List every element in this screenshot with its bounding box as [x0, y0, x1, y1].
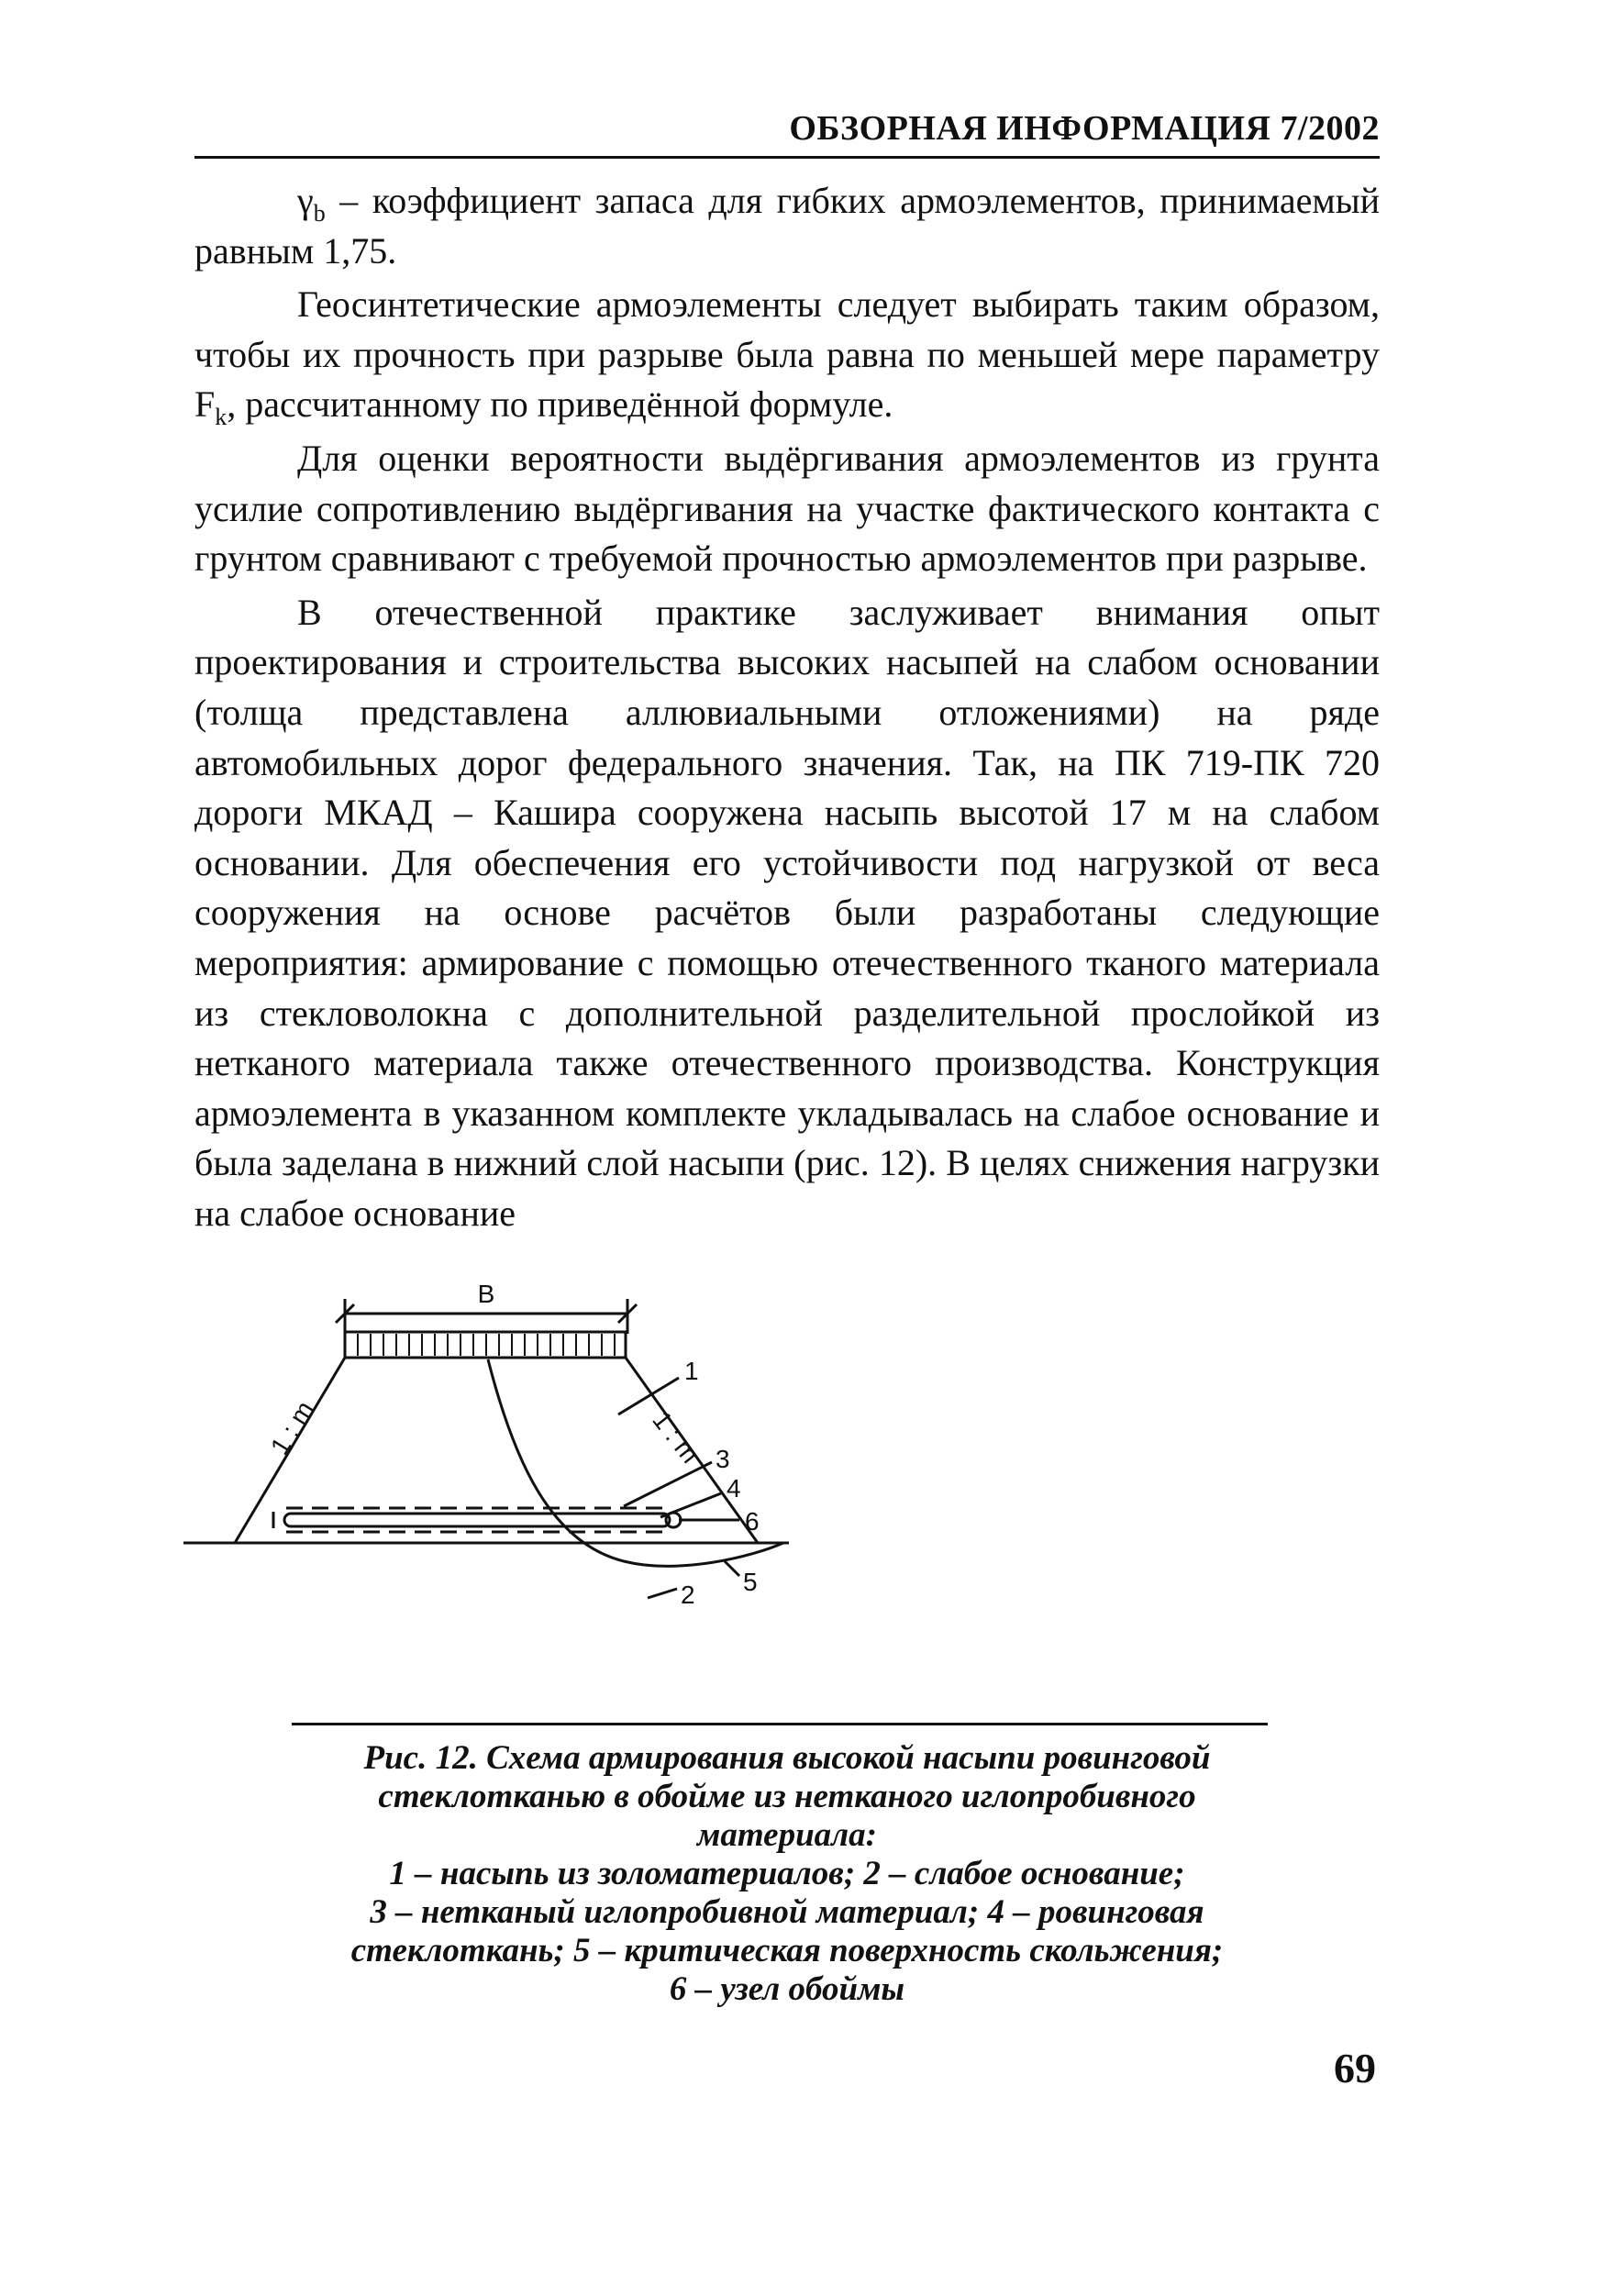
body-text — [194, 176, 1380, 1238]
paragraph-geosynthetic-start: Геосинтетические армоэлементы следует выбирать таким образом, чтобы их прочность при разрыве была равна по меньшей мере параметру F — [194, 283, 1380, 426]
gamma-subscript: b — [313, 200, 326, 227]
critical-slip-surface — [488, 1359, 783, 1566]
label-2: 2 — [681, 1581, 695, 1609]
running-header: ОБЗОРНАЯ ИНФОРМАЦИЯ 7/2002 — [789, 109, 1380, 148]
label-4: 4 — [727, 1474, 741, 1503]
page-number: 69 — [1334, 2045, 1376, 2091]
paragraph-geosynthetic-end: , рассчитанному по приведённой формуле. — [227, 383, 893, 426]
label-3: 3 — [716, 1445, 730, 1473]
leader-5 — [725, 1561, 739, 1576]
roving-glass-fabric — [284, 1514, 670, 1526]
paragraph-gamma — [194, 176, 1380, 276]
leader-2 — [648, 1589, 677, 1598]
label-1: 1 — [684, 1357, 699, 1385]
label-slope-left: 1 : m — [264, 1395, 320, 1460]
leader-3 — [624, 1462, 712, 1506]
label-width-b: B — [477, 1280, 495, 1308]
caption-line: стеклоткань; 5 – критическая поверхность скольжения; — [350, 1932, 1224, 1969]
paragraph-geosynthetic — [194, 280, 1380, 430]
label-6: 6 — [745, 1507, 760, 1536]
caption-rule — [292, 1723, 1268, 1725]
caption-line: 6 – узел обоймы — [669, 1970, 905, 2008]
fk-subscript: k — [215, 404, 227, 431]
caption-line: Рис. 12. Схема армирования высокой насыпи ровинговой — [363, 1739, 1211, 1777]
caption-line: материала: — [697, 1816, 877, 1854]
gamma-symbol: γ — [297, 180, 314, 221]
caption-line: 1 – насыпь из золоматериалов; 2 – слабое основание; — [389, 1855, 1185, 1892]
figure-12 — [264, 1277, 1284, 1680]
label-slope-right: 1 : m — [647, 1405, 705, 1469]
embankment-diagram — [264, 1277, 1284, 1680]
label-5: 5 — [743, 1568, 758, 1596]
paragraph-practice: В отечественной практике заслуживает внимания опыт проектирования и строительства высоких насыпей на слабом основании (толща представлена аллювиальными отложениями) на ряде автомобильных дорог федерального значения. Так, на ПК 719-ПК 720 дороги МКАД – Каширa сооружена насыпь высотой 17 м на слабом основании. Для обеспечения его устойчивости под нагрузкой от веса сооружения на основе расчётов были разработаны следующие мероприятия: армирование с помощью отечественного тканого материала из стекловолокна с дополнительной разделительной прослойкой из нетканого материала также отечественного производства. Конструкция армоэлемента в указанном комплекте укладывалась на слабое основание и была заделана в нижний слой насыпи (рис. 12). В целях снижения нагрузки на слабое основание — [194, 591, 1380, 1234]
figure-caption — [220, 1739, 1354, 2009]
header-rule — [194, 156, 1380, 159]
leader-4 — [660, 1493, 721, 1517]
paragraph-pullout: Для оценки вероятности выдёргивания армоэлементов из грунта усилие сопротивлению выдёргивания на участке фактического контакта с грунтом сравнивают с требуемой прочностью армоэлементов при разрыве. — [194, 437, 1380, 580]
caption-line: 3 – нетканый иглопробивной материал; 4 – ровинговая — [370, 1893, 1204, 1931]
caption-line: стеклотканью в обойме из нетканого иглопробивного — [378, 1778, 1196, 1815]
gamma-definition: – коэффициент запаса для гибких армоэлементов, принимаемый равным 1,75. — [194, 180, 1380, 272]
